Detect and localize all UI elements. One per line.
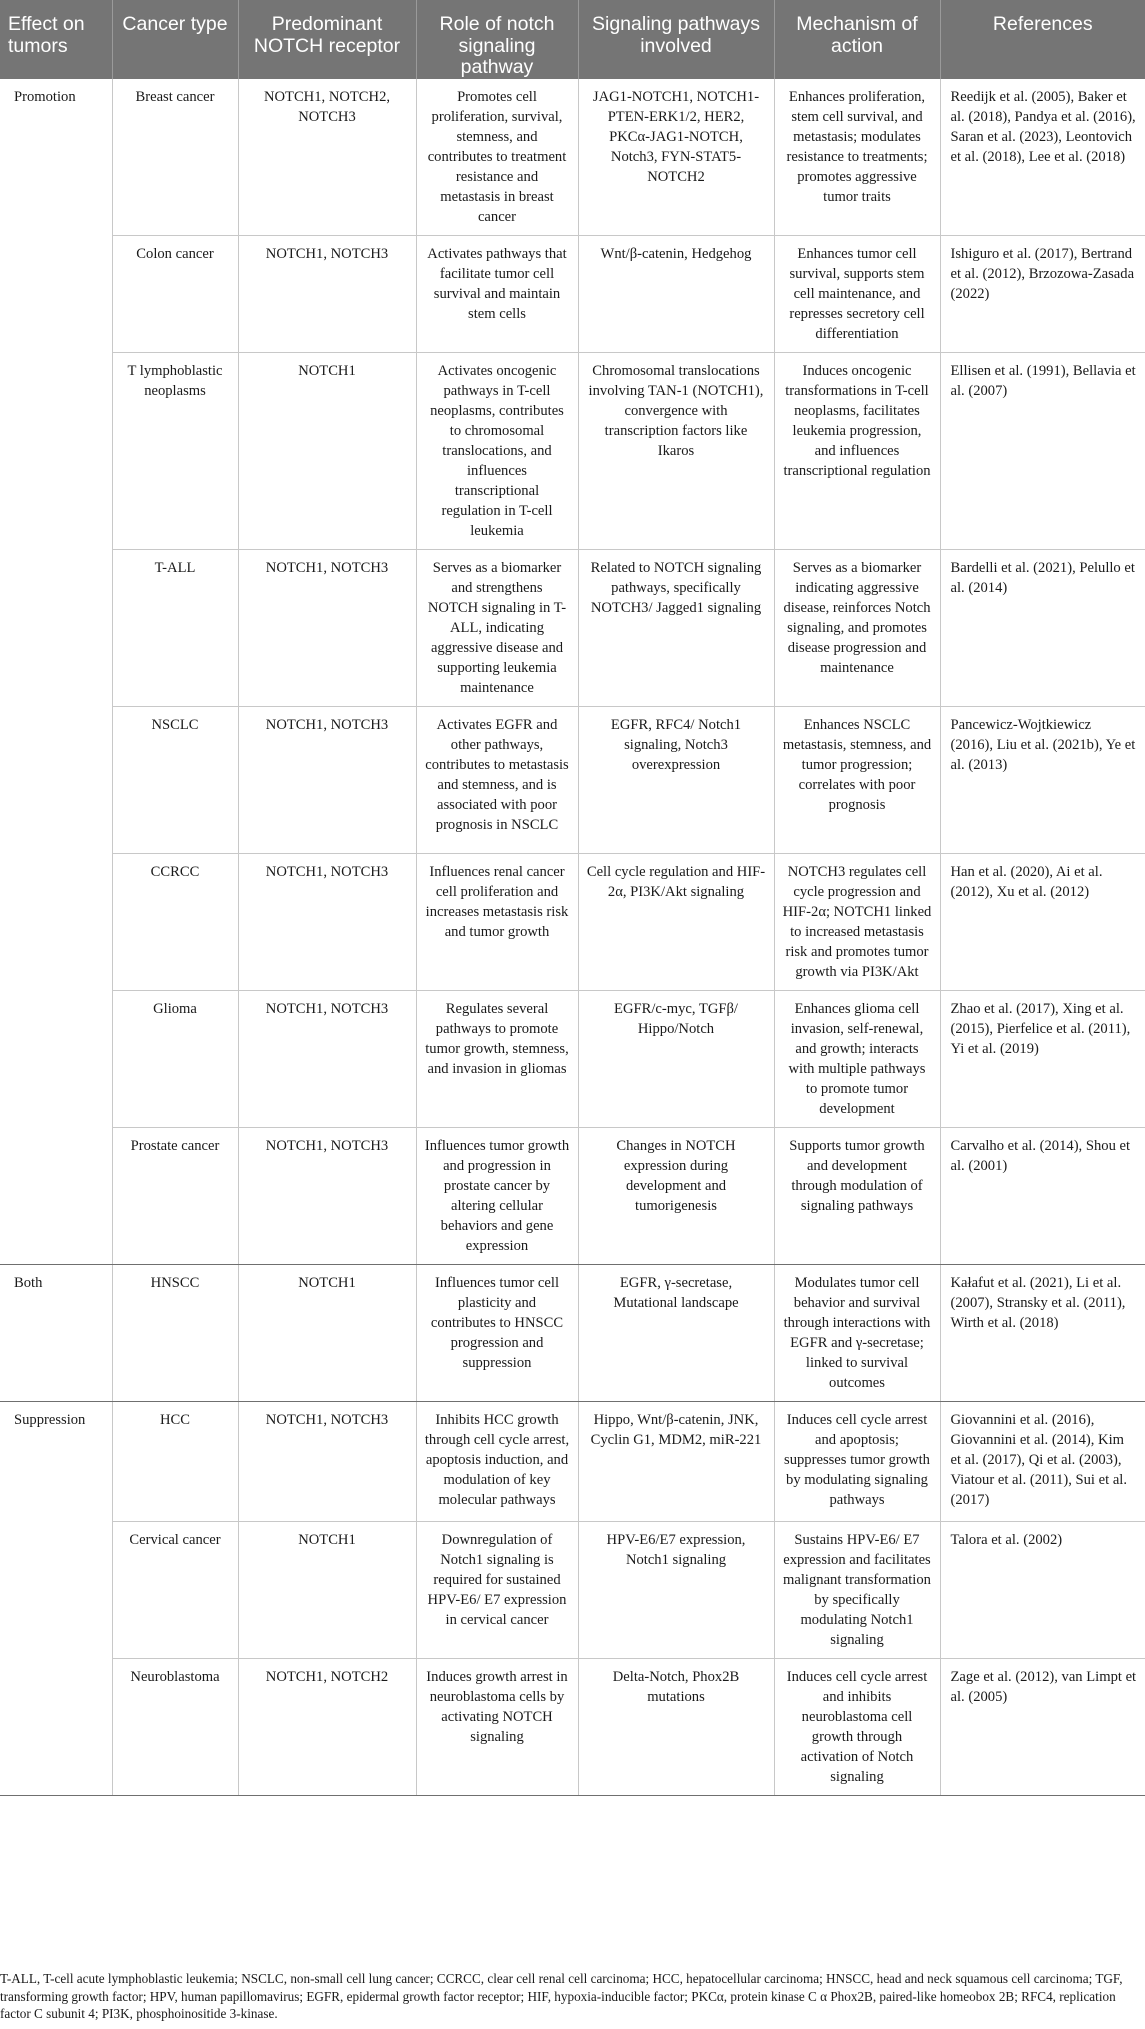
cancer-type-cell: Glioma [112, 990, 238, 1127]
mechanism-cell: NOTCH3 regulates cell cycle progression and HIF-2α; NOTCH1 linked to increased metastasis risk and promotes tumor growth via PI3K/Akt [774, 853, 940, 990]
mechanism-cell: Induces cell cycle arrest and inhibits neuroblastoma cell growth through activation of Notch signaling [774, 1658, 940, 1795]
references-cell: Bardelli et al. (2021), Pelullo et al. (2014) [940, 549, 1145, 706]
pathways-cell: EGFR, RFC4/ Notch1 signaling, Notch3 overexpression [578, 706, 774, 853]
pathways-cell: Hippo, Wnt/β-catenin, JNK, Cyclin G1, MDM2, miR-221 [578, 1401, 774, 1521]
receptor-cell: NOTCH1, NOTCH3 [238, 1127, 416, 1264]
cancer-type-cell: T lymphoblastic neoplasms [112, 352, 238, 549]
receptor-cell: NOTCH1, NOTCH3 [238, 549, 416, 706]
header-row [0, 0, 1145, 79]
effect-cell: Suppression [0, 1401, 112, 1795]
table-row [0, 1264, 1145, 1401]
pathways-cell: Chromosomal translocations involving TAN-1 (NOTCH1), convergence with transcription factors like Ikaros [578, 352, 774, 549]
role-cell: Promotes cell proliferation, survival, stemness, and contributes to treatment resistance and metastasis in breast cancer [416, 79, 578, 236]
pathways-cell: JAG1-NOTCH1, NOTCH1-PTEN-ERK1/2, HER2, PKCα-JAG1-NOTCH, Notch3, FYN-STAT5-NOTCH2 [578, 79, 774, 236]
col-header-references: References [940, 0, 1145, 79]
role-cell: Induces growth arrest in neuroblastoma cells by activating NOTCH signaling [416, 1658, 578, 1795]
pathways-cell: EGFR, γ-secretase, Mutational landscape [578, 1264, 774, 1401]
receptor-cell: NOTCH1 [238, 352, 416, 549]
table-row [0, 352, 1145, 549]
references-cell: Pancewicz-Wojtkiewicz (2016), Liu et al. (2021b), Ye et al. (2013) [940, 706, 1145, 853]
col-header-pathways: Signaling pathways involved [578, 0, 774, 79]
col-header-effect: Effect on tumors [0, 0, 112, 79]
pathways-cell: Wnt/β-catenin, Hedgehog [578, 235, 774, 352]
cancer-type-cell: HNSCC [112, 1264, 238, 1401]
mechanism-cell: Modulates tumor cell behavior and survival through interactions with EGFR and γ-secretase; linked to survival outcomes [774, 1264, 940, 1401]
role-cell: Downregulation of Notch1 signaling is required for sustained HPV-E6/ E7 expression in cervical cancer [416, 1521, 578, 1658]
role-cell: Serves as a biomarker and strengthens NOTCH signaling in T-ALL, indicating aggressive disease and supporting leukemia maintenance [416, 549, 578, 706]
table-row [0, 235, 1145, 352]
cancer-type-cell: Breast cancer [112, 79, 238, 236]
role-cell: Inhibits HCC growth through cell cycle arrest, apoptosis induction, and modulation of key molecular pathways [416, 1401, 578, 1521]
table-row [0, 79, 1145, 236]
mechanism-cell: Induces cell cycle arrest and apoptosis; suppresses tumor growth by modulating signaling pathways [774, 1401, 940, 1521]
mechanism-cell: Enhances glioma cell invasion, self-renewal, and growth; interacts with multiple pathways to promote tumor development [774, 990, 940, 1127]
references-cell: Kałafut et al. (2021), Li et al. (2007), Stransky et al. (2011), Wirth et al. (2018) [940, 1264, 1145, 1401]
col-header-role: Role of notch signaling pathway [416, 0, 578, 79]
effect-cell: Promotion [0, 79, 112, 1265]
cancer-type-cell: Cervical cancer [112, 1521, 238, 1658]
mechanism-cell: Supports tumor growth and development through modulation of signaling pathways [774, 1127, 940, 1264]
cancer-type-cell: HCC [112, 1401, 238, 1521]
pathways-cell: Related to NOTCH signaling pathways, specifically NOTCH3/ Jagged1 signaling [578, 549, 774, 706]
receptor-cell: NOTCH1 [238, 1521, 416, 1658]
role-cell: Influences renal cancer cell proliferation and increases metastasis risk and tumor growth [416, 853, 578, 990]
mechanism-cell: Enhances tumor cell survival, supports stem cell maintenance, and represses secretory cell differentiation [774, 235, 940, 352]
cancer-type-cell: CCRCC [112, 853, 238, 990]
table-row [0, 1658, 1145, 1795]
references-cell: Giovannini et al. (2016), Giovannini et al. (2014), Kim et al. (2017), Qi et al. (2003), Viatour et al. (2011), Sui et al. (2017) [940, 1401, 1145, 1521]
receptor-cell: NOTCH1, NOTCH3 [238, 1401, 416, 1521]
references-cell: Zhao et al. (2017), Xing et al. (2015), Pierfelice et al. (2011), Yi et al. (2019) [940, 990, 1145, 1127]
mechanism-cell: Sustains HPV-E6/ E7 expression and facilitates malignant transformation by specifically modulating Notch1 signaling [774, 1521, 940, 1658]
pathways-cell: Cell cycle regulation and HIF-2α, PI3K/Akt signaling [578, 853, 774, 990]
mechanism-cell: Enhances proliferation, stem cell survival, and metastasis; modulates resistance to treatments; promotes aggressive tumor traits [774, 79, 940, 236]
col-header-mechanism: Mechanism of action [774, 0, 940, 79]
references-cell: Ishiguro et al. (2017), Bertrand et al. (2012), Brzozowa-Zasada (2022) [940, 235, 1145, 352]
references-cell: Carvalho et al. (2014), Shou et al. (2001) [940, 1127, 1145, 1264]
references-cell: Zage et al. (2012), van Limpt et al. (2005) [940, 1658, 1145, 1795]
table-row [0, 990, 1145, 1127]
receptor-cell: NOTCH1 [238, 1264, 416, 1401]
receptor-cell: NOTCH1, NOTCH3 [238, 706, 416, 853]
role-cell: Activates oncogenic pathways in T-cell neoplasms, contributes to chromosomal translocations, and influences transcriptional regulation in T-cell leukemia [416, 352, 578, 549]
table-footnote: T-ALL, T-cell acute lymphoblastic leukemia; NSCLC, non-small cell lung cancer; CCRCC, clear cell renal cell carcinoma; HCC, hepatocellular carcinoma; HNSCC, head and neck squamous cell carcinoma; TGF, transforming growth factor; HPV, human papillomavirus; EGFR, epidermal growth factor receptor; HIF, hypoxia-inducible factor; PKCα, protein kinase C α Phox2B, paired-like homeobox 2B; RFC4, replication factor C subunit 4; PI3K, phosphoinositide 3-kinase. [0, 1971, 1123, 2021]
mechanism-cell: Enhances NSCLC metastasis, stemness, and tumor progression; correlates with poor prognosis [774, 706, 940, 853]
role-cell: Activates pathways that facilitate tumor cell survival and maintain stem cells [416, 235, 578, 352]
pathways-cell: Changes in NOTCH expression during development and tumorigenesis [578, 1127, 774, 1264]
table-row [0, 706, 1145, 853]
role-cell: Regulates several pathways to promote tumor growth, stemness, and invasion in gliomas [416, 990, 578, 1127]
cancer-type-cell: Prostate cancer [112, 1127, 238, 1264]
role-cell: Influences tumor cell plasticity and contributes to HNSCC progression and suppression [416, 1264, 578, 1401]
cancer-type-cell: NSCLC [112, 706, 238, 853]
cancer-type-cell: Colon cancer [112, 235, 238, 352]
table-body [0, 79, 1145, 1796]
mechanism-cell: Induces oncogenic transformations in T-cell neoplasms, facilitates leukemia progression, and influences transcriptional regulation [774, 352, 940, 549]
pathways-cell: EGFR/c-myc, TGFβ/ Hippo/Notch [578, 990, 774, 1127]
cancer-type-cell: T-ALL [112, 549, 238, 706]
cancer-type-cell: Neuroblastoma [112, 1658, 238, 1795]
table-row [0, 549, 1145, 706]
references-cell: Han et al. (2020), Ai et al. (2012), Xu et al. (2012) [940, 853, 1145, 990]
mechanism-cell: Serves as a biomarker indicating aggressive disease, reinforces Notch signaling, and promotes disease progression and maintenance [774, 549, 940, 706]
references-cell: Talora et al. (2002) [940, 1521, 1145, 1658]
receptor-cell: NOTCH1, NOTCH3 [238, 853, 416, 990]
receptor-cell: NOTCH1, NOTCH2, NOTCH3 [238, 79, 416, 236]
table-row [0, 1127, 1145, 1264]
receptor-cell: NOTCH1, NOTCH3 [238, 990, 416, 1127]
references-cell: Reedijk et al. (2005), Baker et al. (2018), Pandya et al. (2016), Saran et al. (2023), Leontovich et al. (2018), Lee et al. (2018) [940, 79, 1145, 236]
receptor-cell: NOTCH1, NOTCH2 [238, 1658, 416, 1795]
table-row [0, 853, 1145, 990]
role-cell: Influences tumor growth and progression in prostate cancer by altering cellular behaviors and gene expression [416, 1127, 578, 1264]
receptor-cell: NOTCH1, NOTCH3 [238, 235, 416, 352]
table-row [0, 1521, 1145, 1658]
pathways-cell: HPV-E6/E7 expression, Notch1 signaling [578, 1521, 774, 1658]
pathways-cell: Delta-Notch, Phox2B mutations [578, 1658, 774, 1795]
table-row [0, 1401, 1145, 1521]
references-cell: Ellisen et al. (1991), Bellavia et al. (2007) [940, 352, 1145, 549]
col-header-cancer-type: Cancer type [112, 0, 238, 79]
effect-cell: Both [0, 1264, 112, 1401]
col-header-receptor: Predominant NOTCH receptor [238, 0, 416, 79]
role-cell: Activates EGFR and other pathways, contributes to metastasis and stemness, and is associated with poor prognosis in NSCLC [416, 706, 578, 853]
